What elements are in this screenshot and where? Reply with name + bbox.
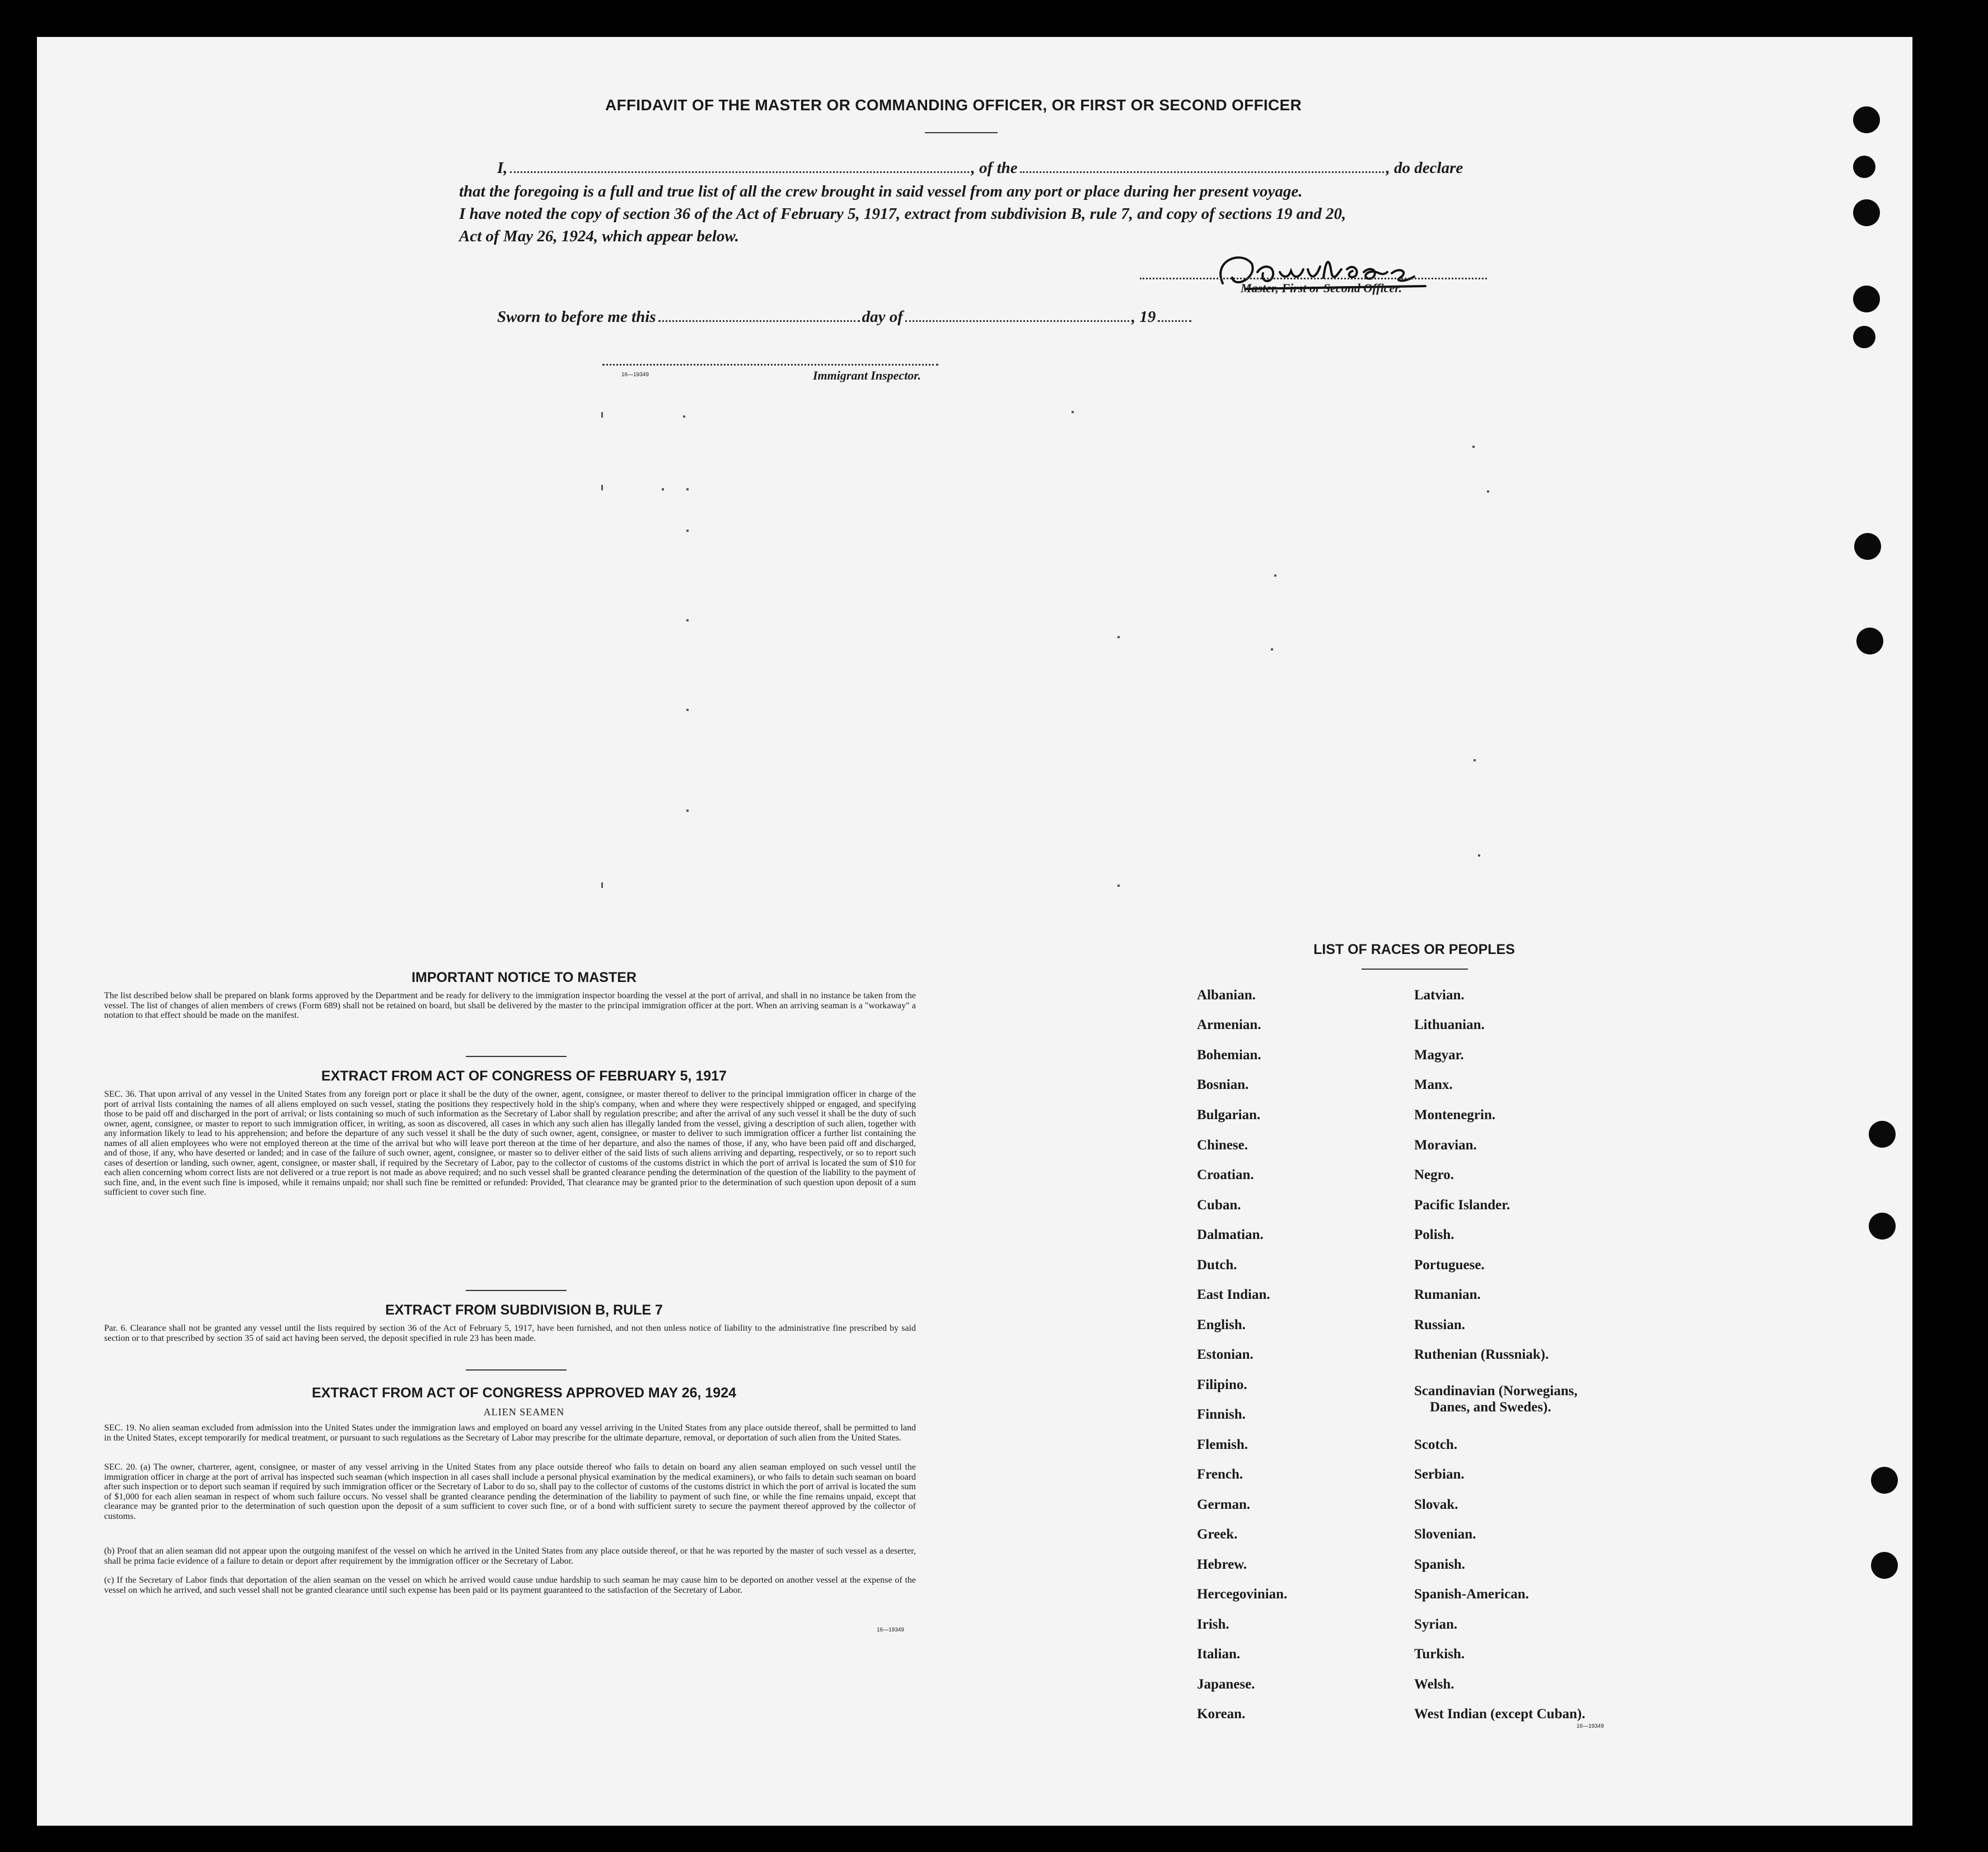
race-left: Korean. (1197, 1706, 1246, 1722)
race-right: Manx. (1414, 1077, 1453, 1092)
race-right: Montenegrin. (1414, 1107, 1496, 1123)
race-left: Dalmatian. (1197, 1227, 1264, 1242)
races-divider (1362, 969, 1468, 970)
extract-1917-text: SEC. 36. That upon arrival of any vessel in the United States from any foreign port or place it shall be the duty of the owner, agent, consignee, or master thereof to deliver to the principal immigration officer in charge of the port of arrival lists containing the names of all aliens employed on such vessel, stating the positions they respectively hold in the ship's company, when and where they were respectively shipped or engaged, and specifying those to be paid off and discharged in the port of arrival; or lists containing so much of such information as the Secretary of Labor shall by regulation prescribe; and after the arrival of any such vessel it shall be the duty of such owner, agent, consignee, or master to report to such immigration officer, in writing, as soon as discovered, all cases in which any such alien has illegally landed from the vessel, giving a description of such alien, together with any information likely to lead to his apprehension; and before the departure of any such vessel it shall be the duty of such owner, agent, consignee, or master to deliver to such immigration officer a further list containing the names of all alien employees who were not employed thereon at the time of the arrival but who will leave port thereon at the time of her departure, and also the names of those, if any, who have been paid off and discharged, and of those, if any, who have deserted or landed; and in case of the failure of such owner, agent, consignee, or master so to deliver either of the said lists of such aliens arriving and departing, respectively, or so to report such cases of desertion or landing, such owner, agent, consignee, or master shall, if required by the Secretary of Labor, pay to the collector of customs of the customs district in which the port of arrival is located the sum of $10 for each alien concerning whom correct lists are not delivered or a true report is not made as above required; and no such vessel shall be granted clearance pending the determination of the question of the liability to the payment of such fine, and, in the event such fine is imposed, while it remains unpaid; nor shall such fine be remitted or refunded: Provided, That clearance may be granted prior to the determination of such question upon deposit of a sum sufficient to cover such fine. (104, 1089, 916, 1197)
binder-hole-3 (1853, 199, 1880, 226)
race-right: Danes, and Swedes). (1430, 1400, 1551, 1415)
race-right: Magyar. (1414, 1047, 1464, 1063)
declaration-i: I, (497, 159, 508, 177)
declaration-line-4: Act of May 26, 1924, which appear below. (459, 227, 739, 245)
race-right: Turkish. (1414, 1647, 1465, 1662)
inspector-label: Immigrant Inspector. (813, 368, 922, 382)
race-left: Dutch. (1197, 1257, 1237, 1273)
sec-20b-text: (b) Proof that an alien seaman did not appear upon the outgoing manifest of the vessel on which he arrived in the United States from any place outside thereof, or that he was reported by the master of such vessel as a deserter, shall be prima facie evidence of a failure to detain or deport after requirement by the immigration officer or the Secretary of Labor. (104, 1546, 916, 1566)
race-left: Estonian. (1197, 1347, 1253, 1362)
races-title: LIST OF RACES OR PEOPLES (1313, 942, 1515, 957)
extract-1917-title: EXTRACT FROM ACT OF CONGRESS OF FEBRUARY 5, 1917 (321, 1068, 727, 1084)
race-left: Albanian. (1197, 988, 1256, 1003)
notice-divider (466, 1056, 567, 1057)
race-left: Armenian. (1197, 1017, 1261, 1032)
year-blank (1158, 320, 1191, 322)
inspector-line (602, 364, 938, 366)
race-right: Syrian. (1414, 1617, 1458, 1632)
sworn-line (497, 308, 1194, 326)
race-left: East Indian. (1197, 1287, 1270, 1302)
race-left: Bosnian. (1197, 1077, 1249, 1092)
name-blank (510, 171, 969, 173)
race-left: Italian. (1197, 1647, 1241, 1662)
race-left: French. (1197, 1467, 1243, 1482)
rule7-title: EXTRACT FROM SUBDIVISION B, RULE 7 (385, 1302, 663, 1318)
vessel-blank (1020, 171, 1384, 173)
race-right: Spanish-American. (1414, 1587, 1529, 1602)
month-blank (905, 320, 1129, 322)
day-blank (658, 320, 860, 322)
extract-1924-title: EXTRACT FROM ACT OF CONGRESS APPROVED MAY 26, 1924 (311, 1385, 737, 1401)
binder-hole-10 (1871, 1467, 1898, 1494)
binder-hole-7 (1856, 628, 1883, 654)
sworn-before-me: Sworn to before me this (497, 308, 656, 326)
race-right: Rumanian. (1414, 1287, 1481, 1302)
binder-hole-8 (1869, 1121, 1896, 1148)
document-page (37, 37, 1912, 1826)
declaration-line-1 (497, 159, 1538, 177)
race-right: Portuguese. (1414, 1257, 1485, 1273)
race-left: Chinese. (1197, 1138, 1248, 1153)
sec-20a-text: SEC. 20. (a) The owner, charterer, agent, consignee, or master of any vessel arriving in the United States from any place outside thereof who fails to detain on board any alien seaman employed on such vessel until the immigration officer in charge at the port of arrival has inspected such seaman (which inspection in all cases shall include a personal physical examination by the medical examiners), or who fails to detain such seaman on board after such inspection or to deport such seaman if required by such immigration officer or the Secretary of Labor to do so, shall pay to the collector of customs of the customs district in which the port of arrival is located the sum of $1,000 for each alien seaman in respect of whom such failure occurs. No vessel shall be granted clearance pending the determination of the liability to payment of such fine, or while the fine remains unpaid, except that clearance may be granted prior to the determination of such question upon the deposit of a sum sufficient to cover such fine, or of a bond with sufficient surety to secure the payment thereof approved by the collector of customs. (104, 1462, 916, 1521)
race-left: Hercegovinian. (1197, 1587, 1288, 1602)
race-left: Croatian. (1197, 1167, 1254, 1182)
race-right: Lithuanian. (1414, 1017, 1485, 1032)
master-signature (1179, 238, 1515, 306)
extract-1924-subtitle: ALIEN SEAMEN (483, 1406, 565, 1418)
race-right: Serbian. (1414, 1467, 1465, 1482)
notice-title: IMPORTANT NOTICE TO MASTER (411, 970, 637, 985)
race-right: Spanish. (1414, 1557, 1466, 1572)
race-left: Hebrew. (1197, 1557, 1247, 1572)
notice-text: The list described below shall be prepared on blank forms approved by the Department and be ready for delivery to the immigration inspector boarding the vessel at the port of arrival, and shall in no instance be taken from the vessel. The list of changes of alien members of crews (Form 689) shall not be retained on board, but shall be delivered by the master to the principal immigration officer at the port. When an arriving seaman is a "workaway" a notation to that effect should be made on the manifest. (104, 991, 916, 1020)
race-right: Latvian. (1414, 988, 1465, 1003)
binder-hole-4 (1853, 286, 1880, 312)
race-left: Bohemian. (1197, 1047, 1261, 1063)
race-right: West Indian (except Cuban). (1414, 1706, 1585, 1722)
race-left: Cuban. (1197, 1198, 1241, 1213)
race-right: Pacific Islander. (1414, 1198, 1510, 1213)
race-right: Ruthenian (Russniak). (1414, 1347, 1549, 1362)
race-right: Negro. (1414, 1167, 1454, 1182)
race-left: English. (1197, 1317, 1246, 1332)
affidavit-form-number: 16—19349 (621, 372, 649, 378)
race-left: German. (1197, 1497, 1251, 1512)
race-right: Welsh. (1414, 1677, 1454, 1692)
race-left: Irish. (1197, 1617, 1229, 1632)
affidavit-title: AFFIDAVIT OF THE MASTER OR COMMANDING OFFICER, OR FIRST OR SECOND OFFICER (605, 96, 1302, 114)
race-left: Bulgarian. (1197, 1107, 1261, 1123)
race-right: Slovenian. (1414, 1527, 1476, 1542)
race-left: Flemish. (1197, 1437, 1248, 1452)
binder-hole-6 (1854, 533, 1881, 560)
rule7-divider (466, 1369, 567, 1371)
rule7-text: Par. 6. Clearance shall not be granted any vessel until the lists required by section 36 of the Act of February 5, 1917, have been furnished, and not then unless notice of liability to the administrative fine prescribed by said section or to that prescribed by section 35 of said act having been served, the deposit specified in rule 23 has been made. (104, 1323, 916, 1343)
race-right: Polish. (1414, 1227, 1454, 1242)
extract-1917-divider (466, 1290, 567, 1291)
sworn-day-of: day of (862, 308, 903, 326)
race-left: Filipino. (1197, 1377, 1247, 1392)
declaration-line-3: I have noted the copy of section 36 of the Act of February 5, 1917, extract from subdivision B, rule 7, and copy of sections 19 and 20, (459, 205, 1346, 223)
declaration-line-2: that the foregoing is a full and true list of all the crew brought in said vessel from any port or place during her present voyage. (459, 183, 1303, 200)
sec-20c-text: (c) If the Secretary of Labor finds that deportation of the alien seaman on the vessel on which he arrived would cause undue hardship to such seaman he may cause him to be deported on another vessel at the expense of the vessel on which he arrived, and such vessel shall not be granted clearance until such expense has been paid or its payment guaranteed to the satisfaction of the Secretary of Labor. (104, 1575, 916, 1595)
race-right: Moravian. (1414, 1138, 1477, 1153)
sec-19-text: SEC. 19. No alien seaman excluded from admission into the United States under the immigration laws and employed on board any vessel arriving in the United States from any place outside thereof, shall be permitted to land in the United States, except temporarily for medical treatment, or pursuant to such regulations as the Secretary of Labor may prescribe for the ultimate departure, removal, or deportation of such alien from the United States. (104, 1423, 916, 1443)
signature-line (1140, 278, 1487, 279)
race-left: Greek. (1197, 1527, 1238, 1542)
race-right: Scotch. (1414, 1437, 1458, 1452)
declaration-do-declare: , do declare (1386, 159, 1463, 177)
binder-hole-5 (1853, 326, 1875, 348)
extract-form-number: 16—19349 (877, 1627, 904, 1633)
signature-label: Master, First or Second Officer. (1241, 281, 1402, 295)
title-underline (925, 132, 998, 133)
races-form-number: 16—19349 (1577, 1723, 1604, 1729)
race-right: Slovak. (1414, 1497, 1458, 1512)
declaration-of-the: , of the (971, 159, 1018, 177)
race-right: Russian. (1414, 1317, 1466, 1332)
binder-hole-11 (1871, 1552, 1898, 1579)
sworn-year: , 19 (1131, 308, 1156, 326)
race-left: Japanese. (1197, 1677, 1255, 1692)
race-right: Scandinavian (Norwegians, (1414, 1383, 1578, 1399)
binder-hole-9 (1869, 1213, 1896, 1240)
race-left: Finnish. (1197, 1407, 1246, 1422)
binder-hole-2 (1853, 156, 1875, 178)
